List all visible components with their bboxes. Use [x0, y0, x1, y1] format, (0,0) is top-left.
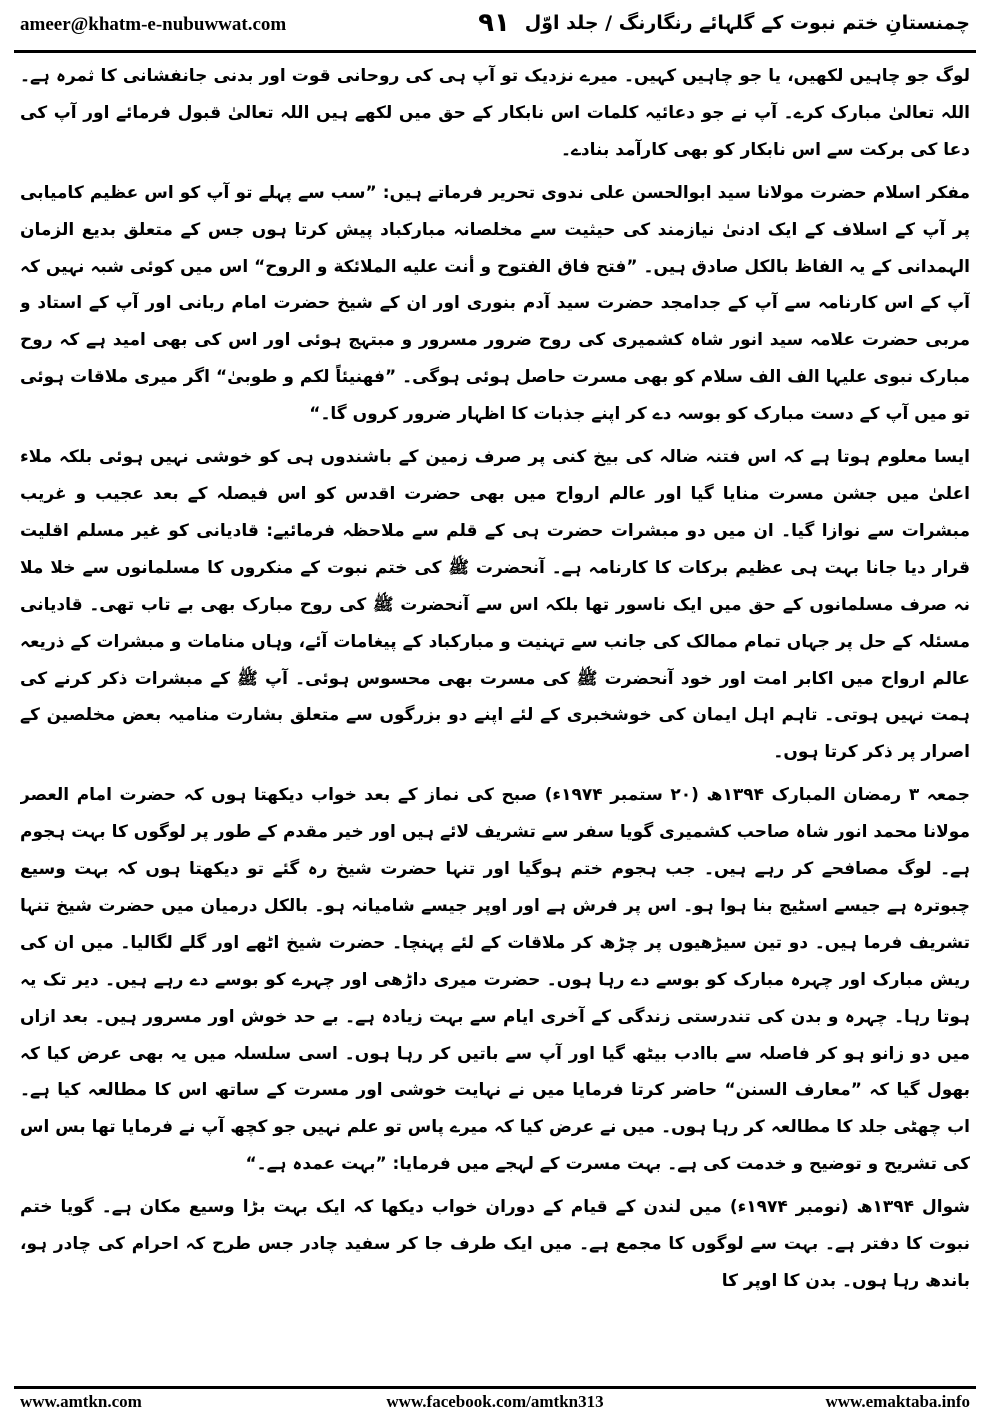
page-footer: [14, 1390, 976, 1416]
book-title: چمنستانِ ختم نبوت کے گلہائے رنگارنگ / جلد اوّل: [524, 12, 970, 34]
paragraph-4: جمعہ ۳ رمضان المبارک ۱۳۹۴ھ (۲۰ ستمبر ۱۹۷۴ء) صبح کی نماز کے بعد خواب دیکھتا ہوں کہ حضرت امام العصر مولانا محمد انور شاہ صاحب کشمیری گویا سفر سے تشریف لائے ہیں اور خیر مقدم کے طور پر لوگوں کا بہت ہجوم ہے۔ لوگ مصافحے کر رہے ہیں۔ جب ہجوم ختم ہوگیا اور تنہا حضرت شیخ رہ گئے تو دیکھتا ہوں کہ بہت وسیع چبوترہ ہے جیسے اسٹیج بنا ہوا ہو۔ اس پر فرش ہے اور اوپر جیسے شامیانہ ہو۔ بالکل درمیان میں حضرت شیخ تنہا تشریف فرما ہیں۔ دو تین سیڑھیوں پر چڑھ کر ملاقات کے لئے پہنچا۔ حضرت شیخ اٹھے اور گلے لگالیا۔ میں ان کی ریش مبارک اور چہرہ مبارک کو بوسے دے رہا ہوں۔ حضرت میری داڑھی اور چہرے کو بوسے دے رہے ہیں۔ دیر تک یہ ہوتا رہا۔ چہرہ و بدن کی تندرستی زندگی کے آخری ایام سے بہت زیادہ ہے۔ بے حد خوش اور مسرور ہیں۔ بعد ازاں میں دو زانو ہو کر فاصلہ سے باادب بیٹھ گیا اور آپ سے باتیں کر رہا ہوں۔ اسی سلسلہ میں یہ بھی عرض کیا کہ بھول گیا کہ ”معارف السنن“ حاضر کرتا فرمایا میں نے نہایت خوشی اور مسرت کے ساتھ اس کا مطالعہ کیا ہے۔ اب چھٹی جلد کا مطالعہ کر رہا ہوں۔ میں نے عرض کیا کہ میرے پاس تو علم نہیں جو کچھ آپ نے فرمایا تھا بس اس کی تشریح و توضیح و خدمت کی ہے۔ بہت مسرت کے لہجے میں فرمایا: ”بہت عمدہ ہے۔“: [20, 785, 970, 1175]
paragraph-2: مفکر اسلام حضرت مولانا سید ابوالحسن علی ندوی تحریر فرماتے ہیں: ”سب سے پہلے تو آپ کو اس عظیم کامیابی پر آپ کے اسلاف کے ایک ادنیٰ نیازمند کی حیثیت سے مخلصانہ مبارکباد پیش کرتا ہوں جس کے متعلق بدیع الزمان الہمدانی کے یہ الفاظ بالکل صادق ہیں۔ ”فتح فاق الفتوح و أنت علیه الملائكة و الروح“ اس میں کوئی شبہ نہیں کہ آپ کے اس کارنامہ سے آپ کے جدامجد حضرت سید آدم بنوری اور ان کے شیخ حضرت امام ربانی اور آپ کے استاد و مربی حضرت علامہ سید انور شاہ کشمیری کی روح ضرور مسرور و مبتہج ہوئی اور اس کی بھی امید ہے کہ روح مبارک نبوی علیہا الف الف سلام کو بھی مسرت حاصل ہوئی ہوگی۔ ”فهنیئاً لكم و طوبیٰ“ اگر میری ملاقات ہوئی تو میں آپ کے دست مبارک کو بوسہ دے کر اپنے جذبات کا اظہار ضرور کروں گا۔“: [20, 182, 970, 425]
footer-website-right[interactable]: www.emaktaba.info: [825, 1392, 970, 1411]
page-body: [20, 58, 970, 1376]
page-number: ۹۱: [478, 8, 510, 38]
paragraph-5: شوال ۱۳۹۴ھ (نومبر ۱۹۷۴ء) میں لندن کے قیام کے دوران خواب دیکھا کہ ایک بہت بڑا وسیع مکان ہے۔ گویا ختم نبوت کا دفتر ہے۔ بہت سے لوگوں کا مجمع ہے۔ میں ایک طرف جا کر سفید چادر جس طرح کہ احرام کی چادر ہو، باندھ رہا ہوں۔ بدن کا اوپر کا: [20, 1197, 970, 1291]
footer-facebook-link[interactable]: www.facebook.com/amtkn313: [386, 1392, 604, 1411]
footer-divider: [14, 1386, 976, 1389]
paragraph-1: لوگ جو چاہیں لکھیں، یا جو چاہیں کہیں۔ میرے نزدیک تو آپ ہی کی روحانی قوت اور بدنی جانفشانی کا ثمرہ ہے۔ اللہ تعالیٰ مبارک کرے۔ آپ نے جو دعائیہ کلمات اس نابکار کے حق میں لکھے ہیں اللہ تعالیٰ قبول فرمائے اور آپ کی دعا کی برکت سے اس نابکار کو بھی کارآمد بنادے۔: [20, 66, 970, 160]
header-email: ameer@khatm-e-nubuwwat.com: [20, 14, 287, 35]
paragraph-3: ایسا معلوم ہوتا ہے کہ اس فتنہ ضالہ کی بیخ کنی پر صرف زمین کے باشندوں ہی کو خوشی نہیں ہوئی بلکہ ملاء اعلیٰ میں جشن مسرت منایا گیا اور عالم ارواح میں بھی حضرت اقدس کو اس فیصلہ کے بعد عجیب و غریب مبشرات سے نوازا گیا۔ ان میں دو مبشرات حضرت ہی کے قلم سے ملاحظہ فرمائیے: قادیانی کو غیر مسلم اقلیت قرار دیا جانا بہت ہی عظیم برکات کا کارنامہ ہے۔ آنحضرت ﷺ کی ختم نبوت کے منکروں کا مسلمانوں سے خلا ملا نہ صرف مسلمانوں کے حق میں ایک ناسور تھا بلکہ اس سے آنحضرت ﷺ کی روح مبارک بھی بے تاب تھی۔ قادیانی مسئلہ کے حل پر جہاں تمام ممالک کی جانب سے تہنیت و مبارکباد کے پیغامات آئے، وہاں منامات و مبشرات کے ذریعہ عالم ارواح میں اکابر امت اور خود آنحضرت ﷺ کی مسرت بھی محسوس ہوئی۔ آپ ﷺ کے مبشرات ذکر کرنے کی ہمت نہیں ہوتی۔ تاہم اہل ایمان کی خوشخبری کے لئے اپنے دو بزرگوں سے متعلق بشارت منامیہ بعض مخلصین کے اصرار پر ذکر کرتا ہوں۔: [20, 447, 970, 763]
header-divider: [14, 50, 976, 53]
footer-website-left[interactable]: www.amtkn.com: [20, 1392, 142, 1411]
page-header: [14, 8, 976, 46]
